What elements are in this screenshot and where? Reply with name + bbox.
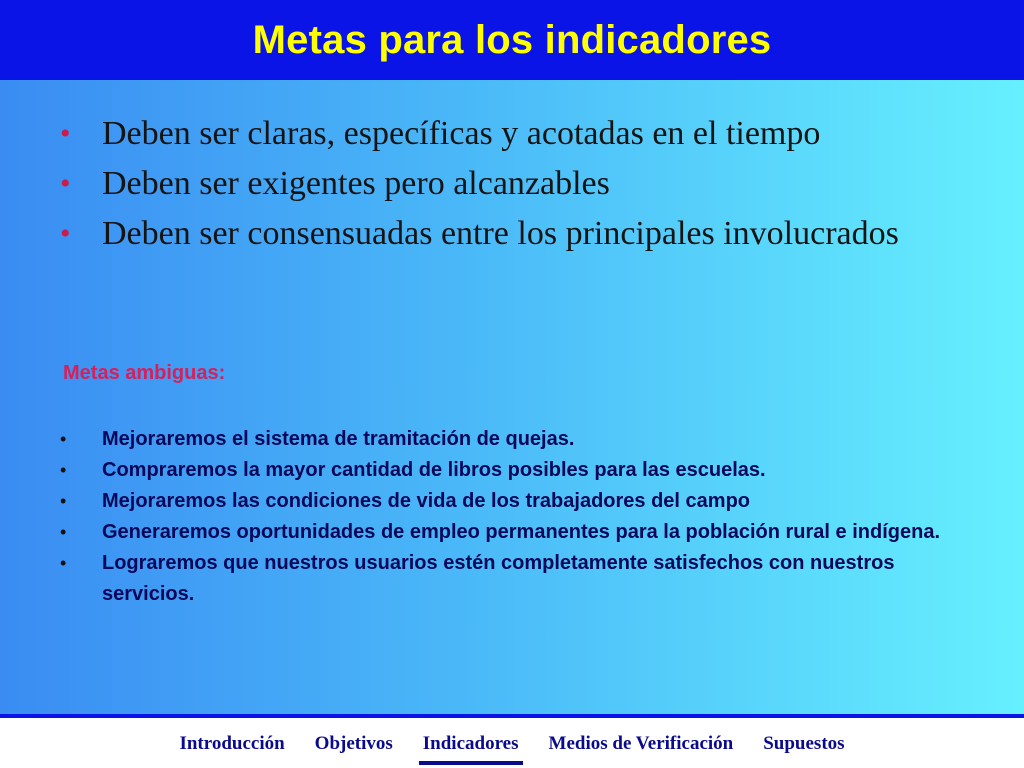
ambiguous-goal-text: Generaremos oportunidades de empleo permanentes para la población rural e indígena. [102, 521, 940, 543]
bullet-icon: • [60, 167, 71, 200]
main-bullet-item [58, 164, 958, 204]
ambiguous-goal-item [60, 455, 990, 486]
main-bullet-item [58, 114, 958, 154]
section-nav [0, 733, 1024, 759]
main-bullet-text: Deben ser consensuadas entre los principales involucrados [102, 215, 899, 252]
ambiguous-goal-text: Lograremos que nuestros usuarios estén completamente satisfechos con nuestros servicios. [102, 552, 895, 605]
ambiguous-goal-text: Compraremos la mayor cantidad de libros posibles para las escuelas. [102, 459, 766, 481]
nav-link-introduccion[interactable]: Introducción [179, 733, 285, 754]
navigation-bar [0, 714, 1024, 768]
ambiguous-goal-item [60, 424, 990, 455]
nav-link-medios-de-verificacion[interactable]: Medios de Verificación [548, 733, 734, 754]
ambiguous-goals-heading: Metas ambiguas: [63, 362, 226, 384]
ambiguous-goal-item [60, 486, 990, 517]
bullet-icon: • [60, 522, 67, 542]
ambiguous-goal-item [60, 517, 990, 548]
ambiguous-goals-list [60, 424, 990, 610]
nav-link-supuestos[interactable]: Supuestos [763, 733, 845, 754]
bullet-icon: • [60, 491, 67, 511]
main-bullet-text: Deben ser exigentes pero alcanzables [102, 165, 610, 202]
bullet-icon: • [60, 217, 71, 250]
ambiguous-goal-item [60, 548, 990, 610]
bullet-icon: • [60, 429, 67, 449]
slide-title: Metas para los indicadores [252, 17, 772, 62]
bullet-icon: • [60, 117, 71, 150]
ambiguous-goal-text: Mejoraremos las condiciones de vida de los trabajadores del campo [102, 490, 750, 512]
title-bar [0, 0, 1024, 80]
nav-link-indicadores[interactable]: Indicadores [423, 733, 519, 759]
main-bullet-list [58, 114, 958, 264]
main-bullet-item [58, 214, 958, 254]
bullet-icon: • [60, 460, 67, 480]
nav-link-objetivos[interactable]: Objetivos [314, 733, 393, 754]
bullet-icon: • [60, 553, 67, 573]
main-bullet-text: Deben ser claras, específicas y acotadas en el tiempo [102, 115, 821, 152]
ambiguous-goal-text: Mejoraremos el sistema de tramitación de quejas. [102, 428, 575, 450]
